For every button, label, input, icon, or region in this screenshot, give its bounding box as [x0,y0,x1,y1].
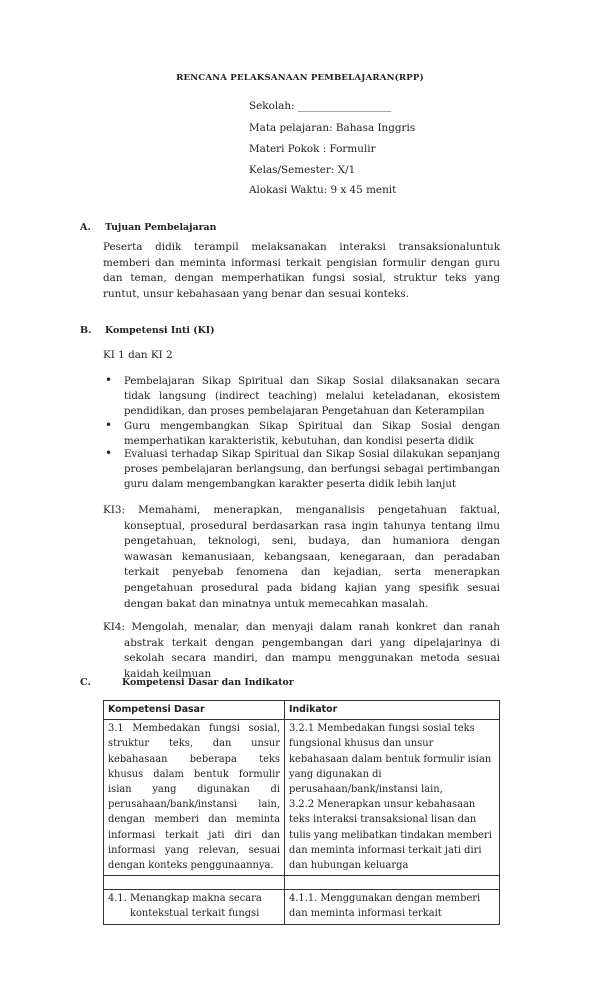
table-row [104,890,500,924]
bullet-marker: • [105,418,113,432]
table-cell-kd: 3.1 Membedakan fungsi sosial, struktur teks, dan unsur kebahasaan beberapa teks khusus dalam bentuk formulir isian yang digunakan di perusahaan/bank/instansi lain, dengan memberi dan meminta informasi terkait jati diri dan informasi yang relevan, sesuai dengan konteks penggunaannya. [104,720,285,876]
table-spacer-row [104,876,500,890]
kd-4-1-line-b: kontekstual terkait fungsi [130,908,260,920]
ki-bullet-item: Guru mengembangkan Sikap Spiritual dan Sikap Sosial dengan memperhatikan karakteristik, kebutuhan, dan kondisi peserta didik [124,421,500,447]
ki-bullet-item: Pembelajaran Sikap Spiritual dan Sikap Sosial dilaksanakan secara tidak langsung (indirect teaching) melalui keteladanan, ekosistem pendidikan, dan proses pembelajaran Pengetahuan dan Keterampilan [124,376,500,417]
table-cell-indikator: 4.1.1. Menggunakan dengan memberi dan meminta informasi terkait [285,890,500,924]
ki-bullet-item: Evaluasi terhadap Sikap Spiritual dan Sikap Sosial dilakukan sepanjang proses pembelajaran berlangsung, dan berfungsi sebagai pertimbangan guru dalam mengembangkan karakter peserta didik lebih lanjut [124,449,500,490]
document-title: RENCANA PELAKSANAAN PEMBELAJARAN(RPP) [176,73,424,83]
table-row [104,720,500,876]
meta-mata-pelajaran: Mata pelajaran: Bahasa Inggris [249,122,416,134]
indikator-3-2-1: 3.2.1 Membedakan fungsi sosial teks fungsional khusus dan unsur kebahasaan dalam bentuk formulir isian yang digunakan di perusahaan/bank/instansi lain, [289,723,492,796]
ki3-text: KI3: Memahami, menerapkan, menganalisis pengetahuan faktual, konseptual, prosedural berdasarkan rasa ingin tahunya tentang ilmu pengetahuan, teknologi, seni, budaya, dan humaniora dengan wawasan kemanusiaan, kebangsaan, kenegaraan, dan peradaban terkait penyebab fenomena dan kejadian, serta menerapkan pengetahuan prosedural pada bidang kajian yang spesifik sesuai dengan bakat dan minatnya untuk memecahkan masalah. [103,504,500,610]
ki4-text: KI4: Mengolah, menalar, dan menyaji dalam ranah konkret dan ranah abstrak terkait dengan pengembangan dari yang dipelajarinya di sekolah secara mandiri, dan mampu menggunakan metoda sesuai kaidah keilmuan [103,621,500,680]
section-a-text: Peserta didik terampil melaksanakan interaksi transaksionaluntuk memberi dan meminta informasi terkait pengisian formulir dengan guru dan teman, dengan memperhatikan fungsi sosial, struktur teks yang runtut, unsur kebahasaan yang benar dan sesuai konteks. [103,241,500,300]
meta-sekolah: Sekolah: __________________ [249,100,392,112]
section-a-title: Tujuan Pembelajaran [105,222,217,233]
table-header-row [104,701,500,720]
section-b-letter: B. [80,325,92,336]
kd-4-1-line-a: 4.1. Menangkap makna secara [108,893,262,905]
meta-kelas-semester: Kelas/Semester: X/1 [249,164,356,176]
table-cell-indikator [285,720,500,876]
table-header-kd: Kompetensi Dasar [104,701,285,720]
meta-materi-pokok: Materi Pokok : Formulir [249,143,376,155]
meta-alokasi-waktu: Alokasi Waktu: 9 x 45 menit [249,184,397,196]
bullet-marker: • [105,373,113,387]
table-header-indikator: Indikator [285,701,500,720]
table-cell-empty [104,876,285,890]
table-cell-empty [285,876,500,890]
section-c-title: Kompetensi Dasar dan Indikator [122,677,294,688]
bullet-marker: • [105,446,113,460]
kompetensi-table [103,700,500,925]
indikator-3-2-2: 3.2.2 Menerapkan unsur kebahasaan teks interaksi transaksional lisan dan tulis yang melibatkan tindakan memberi dan meminta informasi terkait jati diri dan hubungan keluarga [289,799,492,872]
ki-1-2-label: KI 1 dan KI 2 [103,349,173,361]
table-cell-kd [104,890,285,924]
section-a-letter: A. [80,222,91,233]
section-b-title: Kompetensi Inti (KI) [105,325,215,336]
section-c-letter: C. [80,677,91,688]
